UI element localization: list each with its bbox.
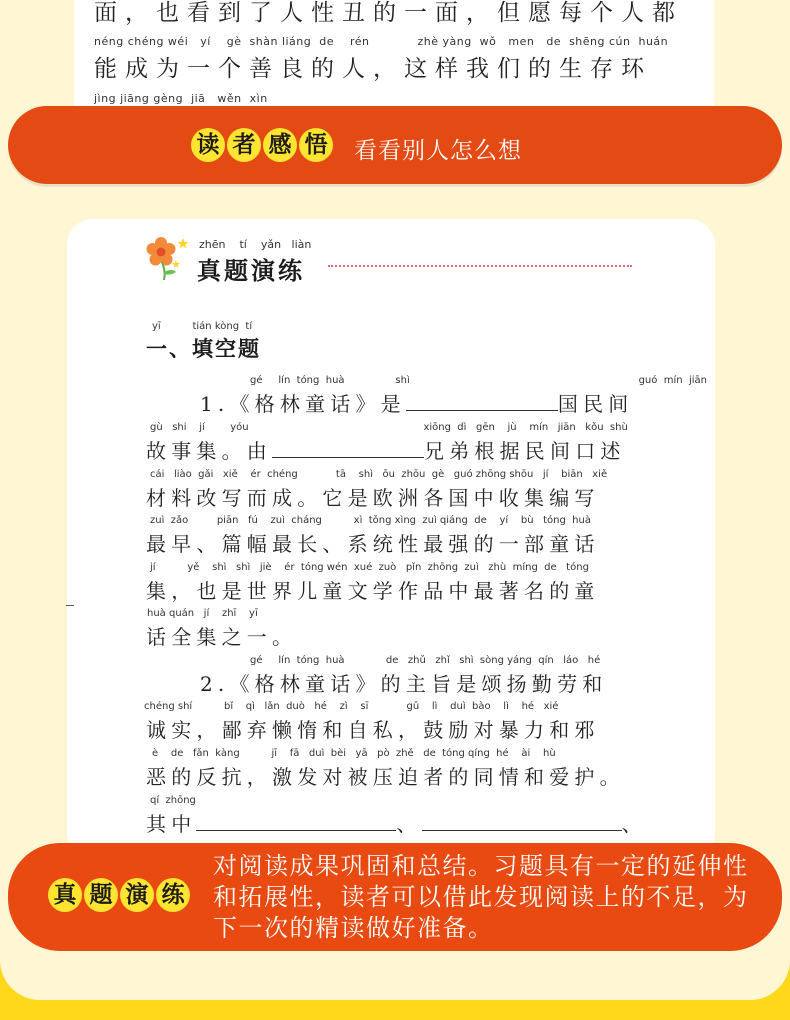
question-1-line-3: 材料改写而成。它是欧洲各国中收集编写 bbox=[146, 486, 600, 510]
flower-icon bbox=[142, 234, 190, 282]
text-segment: 故事集。由 bbox=[146, 439, 272, 463]
badge-char: 悟 bbox=[299, 128, 333, 162]
badge-char: 题 bbox=[84, 878, 118, 912]
pinyin-line: è de fǎn kàng jī fā duì bèi yā pò zhě de tóng qíng hé ài hù bbox=[152, 748, 556, 759]
question-2-line-2: 诚实，鄙弃懒惰和自私，鼓励对暴力和邪 bbox=[146, 718, 600, 742]
text-line: 面，也看到了人性丑的一面，但愿每个人都 bbox=[94, 0, 683, 26]
reader-insight-badges bbox=[191, 128, 333, 162]
question-1-line-5: 集，也是世界儿童文学作品中最著名的童 bbox=[146, 579, 600, 603]
question-2-line-4 bbox=[146, 808, 647, 837]
reader-insight-subtitle: 看看别人怎么想 bbox=[354, 138, 522, 164]
answer-blank[interactable] bbox=[272, 439, 424, 458]
badge-char: 者 bbox=[227, 128, 261, 162]
badge-char: 练 bbox=[156, 878, 190, 912]
section-title: 真题演练 bbox=[197, 257, 305, 285]
text-segment: 1.《格林童话》是 bbox=[200, 392, 406, 416]
pinyin-line: gé lín tóng huà shì guó mín jiān bbox=[250, 375, 707, 386]
dotted-divider bbox=[328, 265, 632, 267]
pinyin-line: jìng jiāng gèng jiā wěn xìn bbox=[94, 92, 268, 105]
badge-char: 真 bbox=[48, 878, 82, 912]
practice-badges bbox=[48, 878, 190, 912]
margin-mark bbox=[66, 605, 74, 606]
pinyin-line: qí zhōng bbox=[150, 795, 196, 806]
pinyin-line: cái liào gǎi xiě ér chéng tā shì ōu zhōu gè guó zhōng shōu jí biān xiě bbox=[150, 469, 608, 480]
pinyin-line: jí yě shì shì jiè ér tóng wén xué zuò pǐn zhōng zuì zhù míng de tóng bbox=[150, 562, 589, 573]
pinyin-line: néng chéng wéi yí gè shàn liáng de rén zhè yàng wǒ men de shēng cún huán bbox=[94, 35, 669, 48]
pinyin-line: zuì zǎo piān fú zuì cháng xì tǒng xìng zuì qiáng de yí bù tóng huà bbox=[150, 515, 591, 526]
fill-blank-heading: 一、填空题 bbox=[146, 337, 261, 361]
badge-char: 感 bbox=[263, 128, 297, 162]
answer-blank[interactable] bbox=[406, 392, 558, 411]
text-segment: 其中 bbox=[146, 812, 197, 836]
pinyin-line: gù shi jí yóu xiōng dì gēn jù mín jiān kǒu shù bbox=[150, 422, 628, 433]
text-segment: 国民间 bbox=[557, 392, 634, 416]
question-2-line-3: 恶的反抗，激发对被压迫者的同情和爱护。 bbox=[146, 765, 625, 789]
text-segment: 兄弟根据民间口述 bbox=[424, 439, 626, 463]
pinyin-line: chéng shí bǐ qì lǎn duò hé zì sī gǔ lì duì bào lì hé xié bbox=[144, 701, 559, 712]
pinyin-line: gé lín tóng huà de zhǔ zhǐ shì sòng yáng qín láo hé bbox=[250, 655, 601, 666]
question-1-line-6: 话全集之一。 bbox=[146, 625, 298, 649]
question-1-line-4: 最早、篇幅最长、系统性最强的一部童话 bbox=[146, 532, 600, 556]
question-2-line-1: 2.《格林童话》的主旨是颂扬勤劳和 bbox=[200, 672, 608, 696]
question-1-line-2 bbox=[146, 435, 626, 464]
practice-description-text: 对阅读成果巩固和总结。习题具有一定的延伸性和拓展性，读者可以借此发现阅读上的不足，为下一次的精读做好准备。 bbox=[213, 852, 749, 942]
text-segment: 、 bbox=[396, 812, 422, 836]
answer-blank[interactable] bbox=[422, 812, 622, 831]
pinyin-line: yī tián kòng tí bbox=[152, 321, 253, 332]
answer-blank[interactable] bbox=[196, 812, 396, 831]
badge-char: 演 bbox=[120, 878, 154, 912]
badge-char: 读 bbox=[191, 128, 225, 162]
pinyin-line: huà quán jí zhī yī bbox=[147, 608, 258, 619]
section-title-pinyin: zhēn tí yǎn liàn bbox=[199, 238, 312, 251]
question-1-line-1 bbox=[200, 388, 634, 417]
text-line: 能成为一个善良的人，这样我们的生存环 bbox=[94, 56, 652, 82]
text-segment: 、 bbox=[621, 812, 647, 836]
